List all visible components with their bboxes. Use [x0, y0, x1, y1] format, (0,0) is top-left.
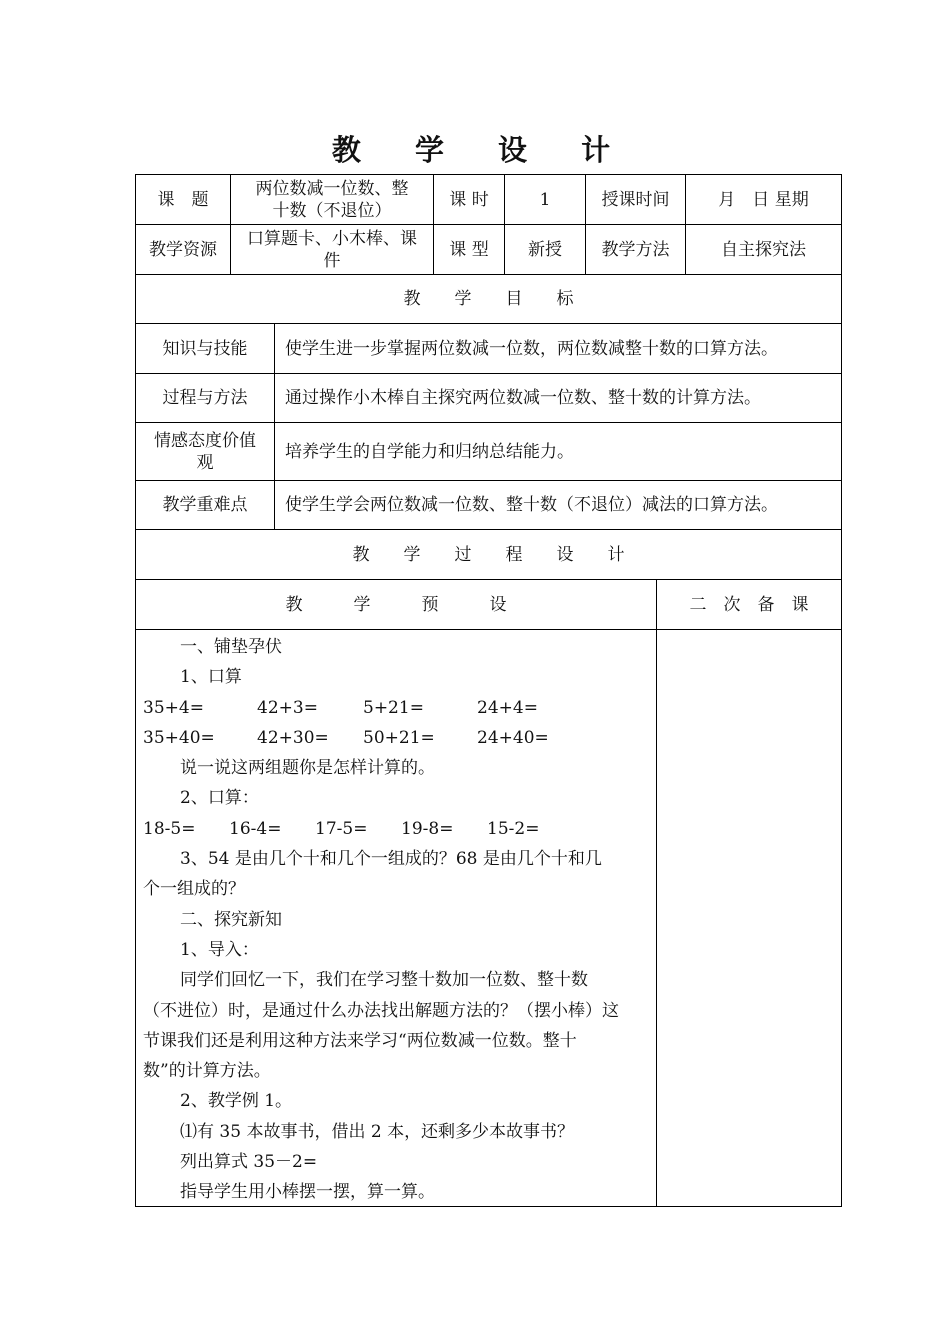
lesson-type-label: 课 型	[449, 239, 489, 260]
discussion-prompt: 说一说这两组题你是怎样计算的。	[180, 758, 435, 779]
class-time-value: 月 日 星期	[718, 189, 809, 210]
teaching-method-label: 教学方法	[601, 239, 670, 260]
goal-text-key-points: 使学生学会两位数减一位数、整十数（不退位）减法的口算方法。	[285, 495, 778, 515]
goal-label-attitude	[136, 423, 274, 480]
calc-item: 42+30=	[257, 727, 329, 748]
section-1-heading: 一、铺垫孕伏	[180, 637, 282, 657]
goal-label-attitude-line-2: 观	[196, 452, 214, 473]
goal-label-process: 过程与方法	[162, 388, 248, 408]
resource-value	[231, 225, 433, 274]
goal-text-knowledge: 使学生进一步掌握两位数减一位数，两位数减整十数的口算方法。	[285, 338, 778, 359]
goal-text-attitude: 培养学生的自学能力和归纳总结能力。	[285, 441, 574, 462]
introduction-heading: 1、导入：	[180, 939, 259, 960]
intro-paragraph-line-1: 同学们回忆一下，我们在学习整十数加一位数、整十数	[180, 970, 588, 991]
calc-item: 5+21=	[363, 697, 424, 718]
goal-label-key-points: 教学重难点	[162, 495, 248, 515]
calc-item: 42+3=	[257, 697, 318, 718]
period-label: 课 时	[449, 189, 489, 210]
process-heading: 教 学 过 程 设 计	[352, 544, 625, 565]
question-3-line-1: 3、54 是由几个十和几个一组成的？68 是由几个十和几	[180, 849, 602, 870]
calc-item: 18-5=	[143, 818, 196, 839]
teaching-method-value: 自主探究法	[721, 239, 806, 260]
subject-line-2: 十数（不退位）	[272, 200, 392, 221]
calc-item: 19-8=	[401, 818, 454, 839]
teaching-plan-content	[143, 632, 651, 1208]
question-3-line-2: 个一组成的？	[143, 879, 245, 900]
lesson-type-value: 新授	[528, 239, 562, 260]
oral-calc-row-a	[143, 693, 651, 723]
calc-item: 35+4=	[143, 697, 204, 718]
example-guidance: 指导学生用小棒摆一摆，算一算。	[180, 1182, 435, 1203]
resource-line-1: 口算题卡、小木棒、课	[247, 228, 417, 249]
calc-item: 35+40=	[143, 727, 215, 748]
subject-label: 课 题	[157, 189, 209, 210]
page-title: 教 学 设 计	[331, 133, 633, 167]
resource-label: 教学资源	[149, 239, 217, 260]
subject-line-1: 两位数减一位数、整	[255, 178, 409, 199]
resource-line-2: 件	[323, 250, 341, 271]
example-formula: 列出算式 35－2=	[180, 1152, 318, 1173]
section-2-heading: 二、探究新知	[180, 909, 282, 930]
calc-item: 24+40=	[477, 727, 549, 748]
oral-calc-row-b	[143, 723, 651, 753]
intro-paragraph-line-2: （不进位）时，是通过什么办法找出解题方法的？（摆小棒）这	[143, 1000, 619, 1021]
teaching-plan-column-header: 教 学 预 设	[285, 594, 507, 615]
oral-calc-heading-2: 2、口算：	[180, 788, 259, 809]
class-time-label: 授课时间	[601, 189, 670, 210]
intro-paragraph-line-4: 数”的计算方法。	[143, 1061, 271, 1082]
oral-calc-row-c	[143, 814, 651, 844]
calc-item: 50+21=	[363, 727, 435, 748]
goal-label-attitude-line-1: 情感态度价值	[154, 430, 256, 451]
oral-calc-heading-1: 1、口算	[180, 667, 242, 688]
calc-item: 17-5=	[315, 818, 368, 839]
calc-item: 15-2=	[487, 818, 540, 839]
second-preparation-column-header: 二 次 备 课	[689, 594, 809, 615]
goal-label-knowledge: 知识与技能	[162, 338, 248, 359]
calc-item: 24+4=	[477, 697, 538, 718]
lesson-plan-table	[135, 174, 842, 1207]
calc-item: 16-4=	[229, 818, 282, 839]
example-question: ⑴有 35 本故事书，借出 2 本，还剩多少本故事书？	[180, 1121, 575, 1142]
goal-text-process: 通过操作小木棒自主探究两位数减一位数、整十数的计算方法。	[285, 388, 761, 408]
goals-heading: 教 学 目 标	[403, 289, 574, 309]
subject-value	[231, 175, 433, 224]
example-heading: 2、教学例 1。	[180, 1091, 293, 1112]
period-value: 1	[539, 189, 551, 210]
intro-paragraph-line-3: 节课我们还是利用这种方法来学习“两位数减一位数。整十	[143, 1030, 577, 1051]
